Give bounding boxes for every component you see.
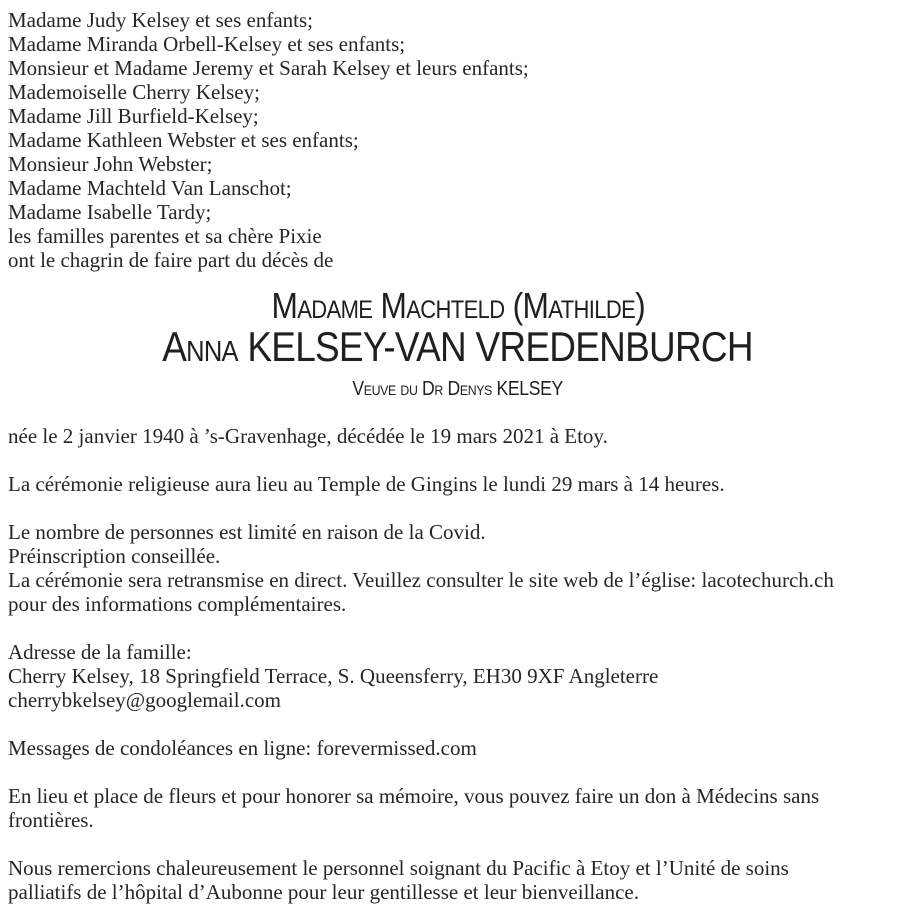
text-line: Madame Isabelle Tardy; xyxy=(8,200,212,224)
text-line: cherrybkelsey@googlemail.com xyxy=(8,688,281,712)
text-line: née le 2 janvier 1940 à ’s-Gravenhage, décédée le 19 mars 2021 à Etoy. xyxy=(8,424,608,448)
paragraph-thanks xyxy=(8,856,908,904)
deceased-title-text: Madame Machteld (Mathilde) xyxy=(271,285,645,326)
deceased-name-text: Anna KELSEY-VAN VREDENBURCH xyxy=(162,323,754,370)
text-line: pour des informations complémentaires. xyxy=(8,592,347,616)
text-line: Madame Kathleen Webster et ses enfants; xyxy=(8,128,359,152)
text-line: Nous remercions chaleureusement le personnel soignant du Pacific à Etoy et l’Unité de soins xyxy=(8,856,789,880)
text-line: Madame Judy Kelsey et ses enfants; xyxy=(8,8,314,32)
paragraph-family-address xyxy=(8,640,908,712)
text-line: Préinscription conseillée. xyxy=(8,544,221,568)
text-line: La cérémonie sera retransmise en direct. Veuillez consulter le site web de l’église: lacotechurch.ch xyxy=(8,568,834,592)
paragraph-condolences xyxy=(8,736,908,760)
text-line: Adresse de la famille: xyxy=(8,640,192,664)
deceased-name-block xyxy=(8,286,908,400)
family-intro-list xyxy=(8,8,908,272)
text-line: Madame Miranda Orbell-Kelsey et ses enfants; xyxy=(8,32,406,56)
text-line: Mademoiselle Cherry Kelsey; xyxy=(8,80,260,104)
text-line: La cérémonie religieuse aura lieu au Temple de Gingins le lundi 29 mars à 14 heures. xyxy=(8,472,725,496)
text-line: Madame Jill Burfield-Kelsey; xyxy=(8,104,259,128)
paragraph-covid-info xyxy=(8,520,908,616)
deceased-subtitle-text: Veuve du Dr Denys KELSEY xyxy=(352,378,564,400)
text-line: En lieu et place de fleurs et pour honorer sa mémoire, vous pouvez faire un don à Médecins sans xyxy=(8,784,820,808)
text-line: palliatifs de l’hôpital d’Aubonne pour leur gentillesse et leur bienveillance. xyxy=(8,880,639,904)
text-line: ont le chagrin de faire part du décès de xyxy=(8,248,334,272)
text-line: frontières. xyxy=(8,808,94,832)
text-line: Le nombre de personnes est limité en raison de la Covid. xyxy=(8,520,486,544)
text-line: Monsieur et Madame Jeremy et Sarah Kelsey et leurs enfants; xyxy=(8,56,529,80)
paragraph-donations xyxy=(8,784,908,832)
deceased-title-line xyxy=(8,286,908,326)
deceased-name-line xyxy=(8,323,908,370)
paragraph-ceremony xyxy=(8,472,908,496)
text-line: les familles parentes et sa chère Pixie xyxy=(8,224,322,248)
text-line: Cherry Kelsey, 18 Springfield Terrace, S. Queensferry, EH30 9XF Angleterre xyxy=(8,664,659,688)
deceased-subtitle-line xyxy=(8,378,908,400)
paragraph-birth-death xyxy=(8,424,908,448)
text-line: Monsieur John Webster; xyxy=(8,152,213,176)
text-line: Messages de condoléances en ligne: forevermissed.com xyxy=(8,736,477,760)
text-line: Madame Machteld Van Lanschot; xyxy=(8,176,292,200)
